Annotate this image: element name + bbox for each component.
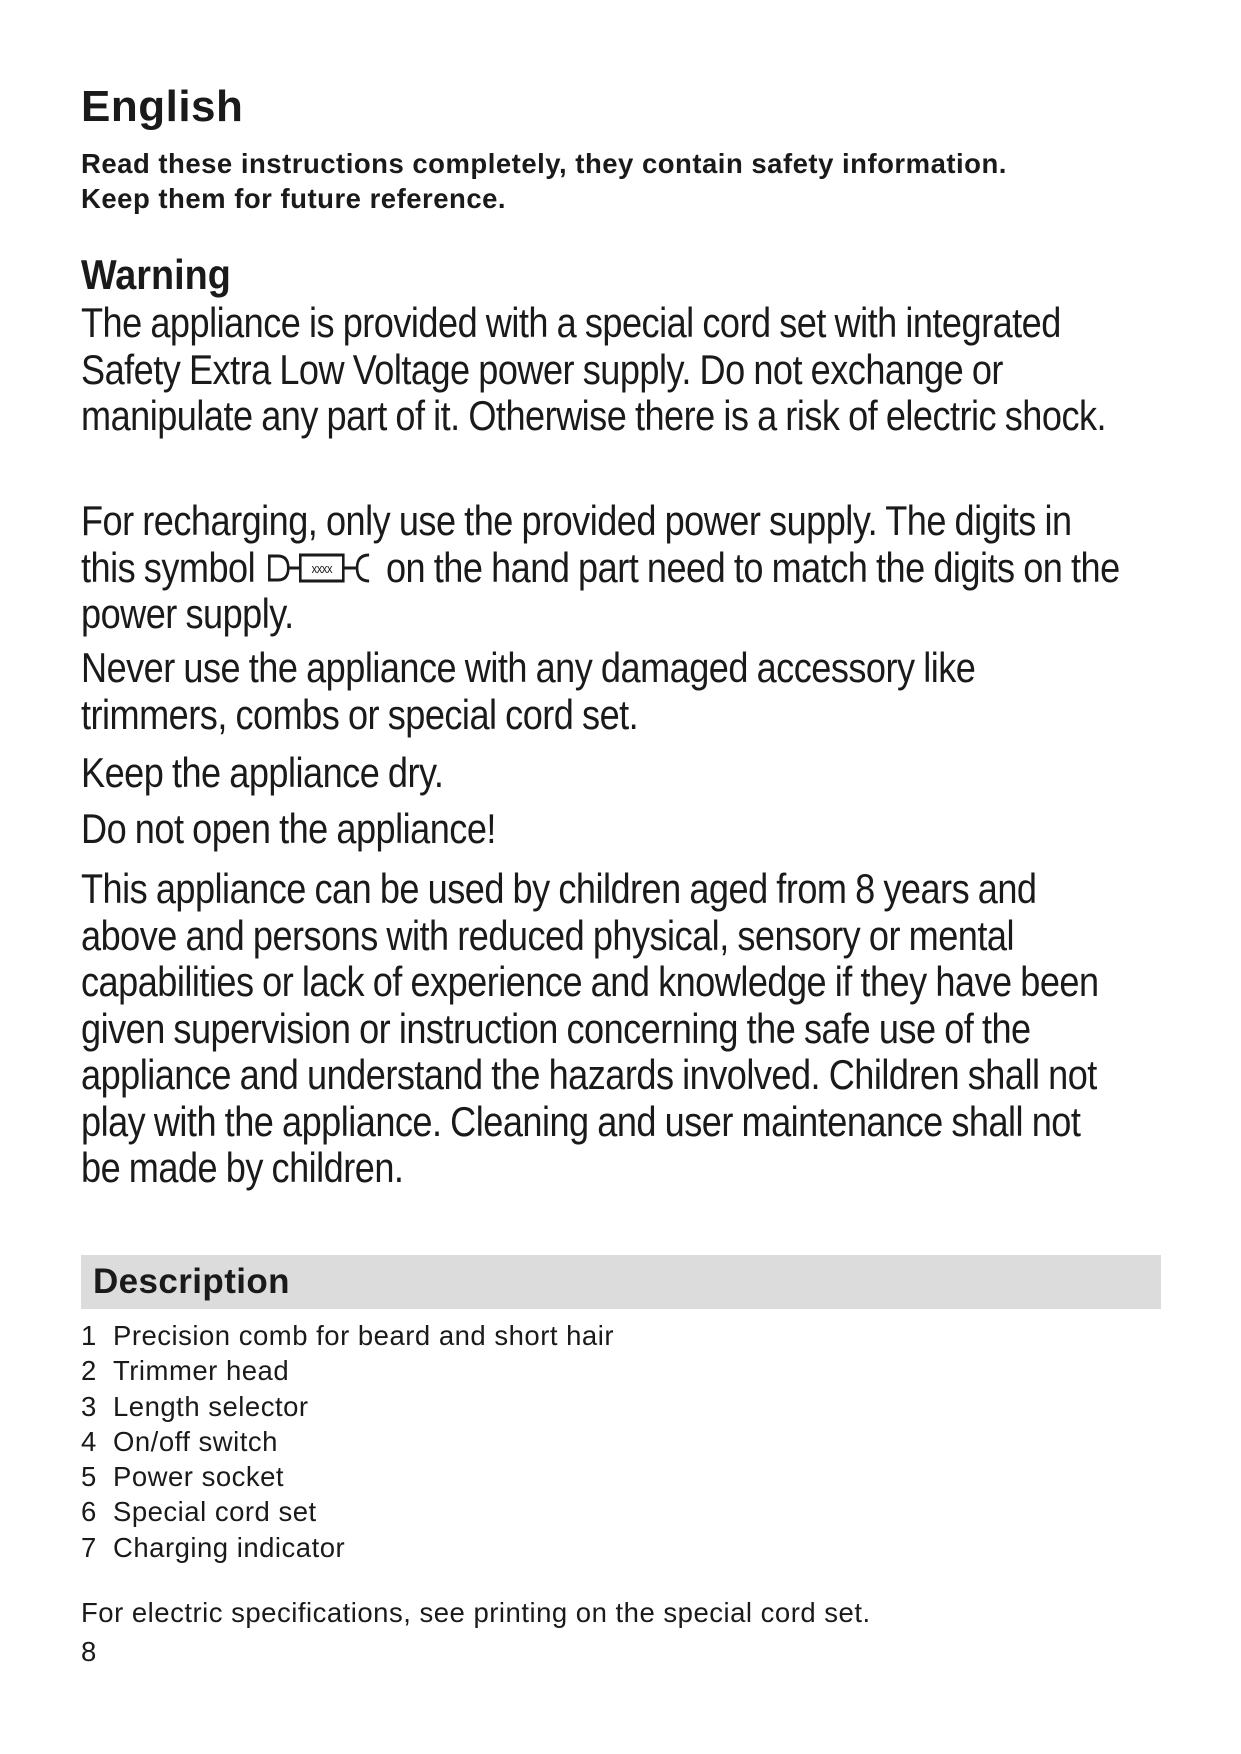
item-number: 6 — [81, 1496, 97, 1528]
intro-text — [81, 146, 1171, 216]
electric-specifications-note: For electric specifications, see printing on the special cord set. — [81, 1597, 871, 1628]
description-list — [81, 1318, 614, 1565]
item-number: 4 — [81, 1425, 97, 1457]
item-label: On/off switch — [113, 1425, 278, 1457]
item-number: 3 — [81, 1390, 97, 1422]
item-number: 5 — [81, 1461, 97, 1493]
power-supply-symbol-icon — [266, 550, 374, 586]
language-heading: English — [81, 82, 244, 131]
warning-paragraph-children: This appliance can be used by children aged from 8 years and above and persons with reduced physical, sensory or mental capabilities or lack of experience and knowledge if they have been given supervision or instruction concerning the safe use of the appliance and understand the hazards involved. Children shall not play with the appliance. Cleaning and user maintenance shall not be made by children. — [81, 865, 1099, 1191]
list-item — [81, 1424, 614, 1459]
warning-paragraph-recharging — [81, 498, 1122, 638]
list-item — [81, 1530, 614, 1565]
intro-line-1: Read these instructions completely, they contain safety information. — [81, 148, 1007, 179]
warning-paragraph-do-not-open: Do not open the appliance! — [81, 805, 496, 852]
warning-paragraph-damaged-accessory: Never use the appliance with any damaged accessory like trimmers, combs or special cord set. — [81, 644, 976, 738]
warning-heading: Warning — [81, 251, 231, 298]
item-label: Precision comb for beard and short hair — [113, 1320, 614, 1351]
recharging-text-before: For recharging, only use the provided power supply. The digits in this symbol — [81, 497, 1072, 591]
list-item — [81, 1353, 614, 1388]
list-item — [81, 1318, 614, 1353]
manual-page — [81, 0, 1171, 1754]
list-item — [81, 1389, 614, 1424]
list-item — [81, 1459, 614, 1494]
symbol-digits: xxxx — [311, 560, 332, 576]
page-number: 8 — [81, 1636, 97, 1667]
item-label: Trimmer head — [113, 1355, 290, 1387]
description-heading: Description — [93, 1262, 290, 1301]
item-number: 1 — [81, 1320, 97, 1351]
warning-paragraph-cord-set: The appliance is provided with a special cord set with integrated Safety Extra Low Voltage power supply. Do not exchange or manipulate any part of it. Otherwise there is a risk of electric shock. — [81, 299, 1107, 439]
recharging-text-after: on the hand part need to match the digits on the power supply. — [81, 543, 1120, 637]
list-item — [81, 1494, 614, 1529]
intro-line-2: Keep them for future reference. — [81, 183, 507, 214]
warning-paragraph-keep-dry: Keep the appliance dry. — [81, 749, 444, 796]
item-number: 7 — [81, 1531, 97, 1563]
item-label: Length selector — [113, 1390, 309, 1422]
item-number: 2 — [81, 1355, 97, 1387]
item-label: Power socket — [113, 1461, 285, 1493]
item-label: Charging indicator — [113, 1531, 346, 1563]
item-label: Special cord set — [113, 1496, 317, 1528]
